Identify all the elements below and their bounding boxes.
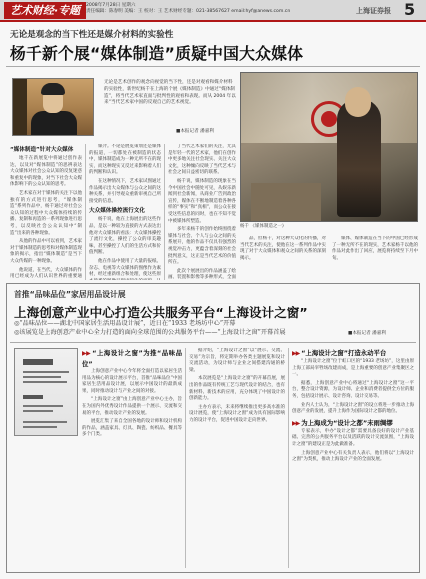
lead-column-3 (168, 144, 236, 280)
feature-column-2 (189, 348, 285, 568)
feature-subhead-text: 为上海成为“设计之都”未雨绸缪 (301, 418, 393, 427)
lead-subhead: 大众媒体操控流行文化 (89, 208, 145, 215)
lead-paragraph: 他说道，在当代，大众媒体的作用已经成为人们认识世界的重要通 (10, 267, 82, 280)
lead-paragraph: 多年来杨千的创作始终围绕着媒体与社会、个人与公众之间的关系展开，他的作品不仅具有强烈的视觉冲击力，更蕴含着深刻的社会批判意义，这正是当代艺术的价值所在。 (168, 227, 236, 266)
lead-paragraph: 杨千说，他在上海展出的这些作品，是以一种较为直接的方式表达出他对大众媒体的看法：大众媒体操控了流行文化，操控了公众的审美趣味，甚至操控了人们的生活方式和价值判断。 (89, 217, 161, 256)
feature-paragraph: 业内人士认为，“上海设计之窗”的设立将进一步推动上海创意产业的发展，提升上海作为国际设计之都的地位。 (292, 402, 414, 415)
feature-paragraph: “上海设计之窗”位于虹口区的“1933 老场坊”，这里由原上海工部局宰牲场改建而成，是上海重要的创意产业集聚区之一。 (292, 359, 414, 378)
feature-subhead (292, 348, 414, 359)
lead-column-2 (89, 144, 161, 280)
feature-column-1 (82, 348, 182, 568)
feature-paragraph: 据悉，上海创意产业中心将通过“上海设计之窗”这一平台，整合设计资源，为设计师、企业和消费者提供全方位的服务，包括设计展示、设计咨询、设计交易等。 (292, 380, 414, 399)
page-number: 5 (404, 0, 416, 19)
feature-subhead-text: “上海设计之窗”打造永动平台 (301, 349, 387, 357)
feature-paragraph: 本次展览是“上海设计之窗”的开幕首展，展出的作品既有传统工艺与现代设计的结合，也有新材料、新技术的应用，充分体现了中国设计的创新能力。 (189, 376, 285, 402)
feature-deck-line: ◎该展览是上海创意产业中心全力打造的面向全球范围的公共服务平台——“上海设计之窗”开幕首展 (14, 328, 286, 336)
lead-tail-column-1 (240, 236, 326, 280)
lead-byline: ■本报记者 潘嘉利 (176, 129, 214, 134)
lead-paragraph: 他在作品中使用了大量的报纸、杂志、电视等大众媒体的图像作为素材，经过重新组合和处理，使这些原 (89, 258, 161, 278)
lead-paragraph: 杨千说，媒体制造的现象在当今中国社会中随处可见，从娱乐新闻到社会新闻，从商业广告到政治宣传，媒体在不断地制造着各种各样的“事实”和“真相”，而公众在接受这些信息的同时，也在不知不觉中被媒体所塑造。 (168, 178, 236, 224)
divider (10, 342, 416, 343)
feature-paragraph: 上海创意产业中心今年将全面打造以家居生活用品为核心的设计展示平台，首推“品味品位”中国家居生活用品设计展，以展示中国设计的最新成果，同时推动设计与产业之间的对接。 (82, 369, 182, 394)
feature-deck-line: ◎“品味品位——湖北中国家居生活用品设计展”，近日在“1933 老场坊中心”开幕 (14, 320, 236, 327)
dateline-editors: 责任编辑：陈春明 美编：王 校对：王 艺术财经专题：021-38567627 email:hyf@anews.com.cn (86, 9, 291, 15)
lead-headline: 杨千新个展“媒体制造”质疑中国大众媒体 (10, 44, 304, 63)
column-rule (164, 144, 165, 280)
dateline-date: 2008年7月28日 星期六 (86, 3, 136, 8)
dateline (86, 3, 346, 15)
lead-subhead: “媒体制造”针对大众媒体 (10, 147, 74, 153)
feature-paragraph: 上海创意产业中心有关负责人表示，他们将以“上海设计之窗”为契机，推动上海设计产业的全面发展。 (292, 450, 414, 463)
artist-portrait-photo (12, 78, 94, 136)
feature-byline: ■本报记者 潘嘉利 (348, 331, 386, 336)
lead-paragraph: 地千在新展览中将通过创作表达，以及对“媒体制造”的思辨表达大众媒体对社会公众认知的反复迷惑和重复中的现象，对当下社会大众媒体影响下的公众认知的思考。 (10, 156, 82, 188)
artwork-photo-caption: 杨千 《媒体制造之一》 (240, 224, 287, 229)
column-rule (288, 348, 289, 568)
arrow-icon: ▶▶ (82, 350, 91, 357)
feature-paragraph: 专家表示，申办“设计之都”需要具备良好的设计产业基础、完善的公共服务平台以及活跃的设计交流氛围，“上海设计之窗”的建设正是为此做准备。 (292, 428, 414, 447)
feature-subhead (82, 348, 182, 369)
lead-paragraph: 从他的作品中可以看到，艺术家对于媒体制造的思考和对媒体制造现象的揭示，指出“媒体制造”是当下大众传媒的一种现象。 (10, 239, 82, 264)
newspaper-name: 上海证券报 (356, 6, 391, 15)
artwork-photo (240, 72, 418, 222)
lead-column-1 (10, 144, 82, 280)
feature-headline: 上海创意产业中心打造公共服务平台“上海设计之窗” (14, 305, 308, 320)
lead-tail-paragraph: 媒体、媒体制造在当下的中国已经形成了一种无所不在的现实，艺术家杨千以他的作品对此作出了回应，展览将持续至下月中旬。 (332, 236, 418, 261)
lead-paragraph: 在这种情况下，艺术家试图通过作品揭示出大众媒体与公众之间的这种关系，并引导观众重新审视自己所接受的信息。 (89, 178, 161, 204)
feature-paragraph: “上海设计之窗”由上海创意产业中心主办，旨在为国内外优秀设计作品提供一个展示、交流和交易的平台，推动设计产业的发展。 (82, 397, 182, 416)
lead-paragraph: 艺术家在对于媒体的关注下以他独有的方式进行思考，“媒体制造”系列作品中，杨千通过对社会公众认知的过程中大众媒体持续的传播、复制和再造的一系列现象进行思考，以反映社会公众认知中“制造”出来的各种现象。 (10, 190, 82, 236)
arrow-icon: ▶▶ (292, 350, 300, 357)
feature-paragraph: 据介绍，“上海设计之窗”以“展示、交流、交易”为宗旨，将定期举办各类主题展览和设计交流活动，为设计师与企业之间搭建沟通的桥梁。 (189, 348, 285, 373)
feature-subhead-text: “上海设计之窗”为推“品味品位” (82, 349, 182, 368)
lead-pretitle: 无论是观念的当下性还是媒介材料的实验性 (10, 30, 174, 40)
lead-intro: 无论是艺术创作的观念向视觉的当下性，还是对观看和媒介材料的实验性，新世纪杨千在上海的个展《媒体制造》中通过“媒体制造”，将当代艺术家直面与批判性的观看和表现。而从 2004 年以来“当代艺术家中国的反观自己的艺术视觉。 (104, 80, 236, 106)
exhibition-poster-photo (14, 348, 78, 436)
divider (6, 66, 420, 67)
section-label: 艺术财经·专题 (4, 2, 86, 19)
lead-paragraph: 了当代艺术家们的关注，尤其是年轻一代的艺术家，他们在创作中更多地关注社会现实、关注大众文化，这种倾向反映了当代艺术与社会之间日益密切的联系。 (168, 144, 236, 176)
column-rule (85, 144, 86, 280)
feature-paragraph: 主办方表示，未来将继续推出更多高水准的设计展览，使“上海设计之窗”成为具有国际影响力的设计平台，促进中国设计走向世界。 (189, 404, 285, 423)
lead-paragraph: 媒介。不论是展览策划还是媒体的报道，一切都处在被制造的状态中，媒体制造成为一种无所不在的现实，而这种现实又反过来影响着人们的判断和认识。 (89, 144, 161, 176)
lead-tail-column-2 (332, 236, 418, 280)
feature-pretitle: 首推“品味品位”家居用品设计展 (14, 290, 126, 299)
feature-paragraph: 展览汇集了来自全国各地的设计师和设计机构的作品，涵盖家具、灯具、陶瓷、纺织品、餐具等多个门类。 (82, 419, 182, 438)
feature-subhead (292, 418, 414, 429)
feature-column-3 (292, 348, 414, 568)
lead-paragraph: 此次个展展出的作品涵盖了绘画、装置和影像等多种形式，全面 (168, 268, 236, 280)
column-rule (185, 348, 186, 568)
lead-tail-paragraph: 品，但杨千，对这种大众化的传播，对当代艺术的关注，使他在这一系列作品中实现了对于大众媒体和观众之间的关系的深刻揭示。 (240, 236, 326, 261)
arrow-icon: ▶▶ (292, 419, 300, 427)
